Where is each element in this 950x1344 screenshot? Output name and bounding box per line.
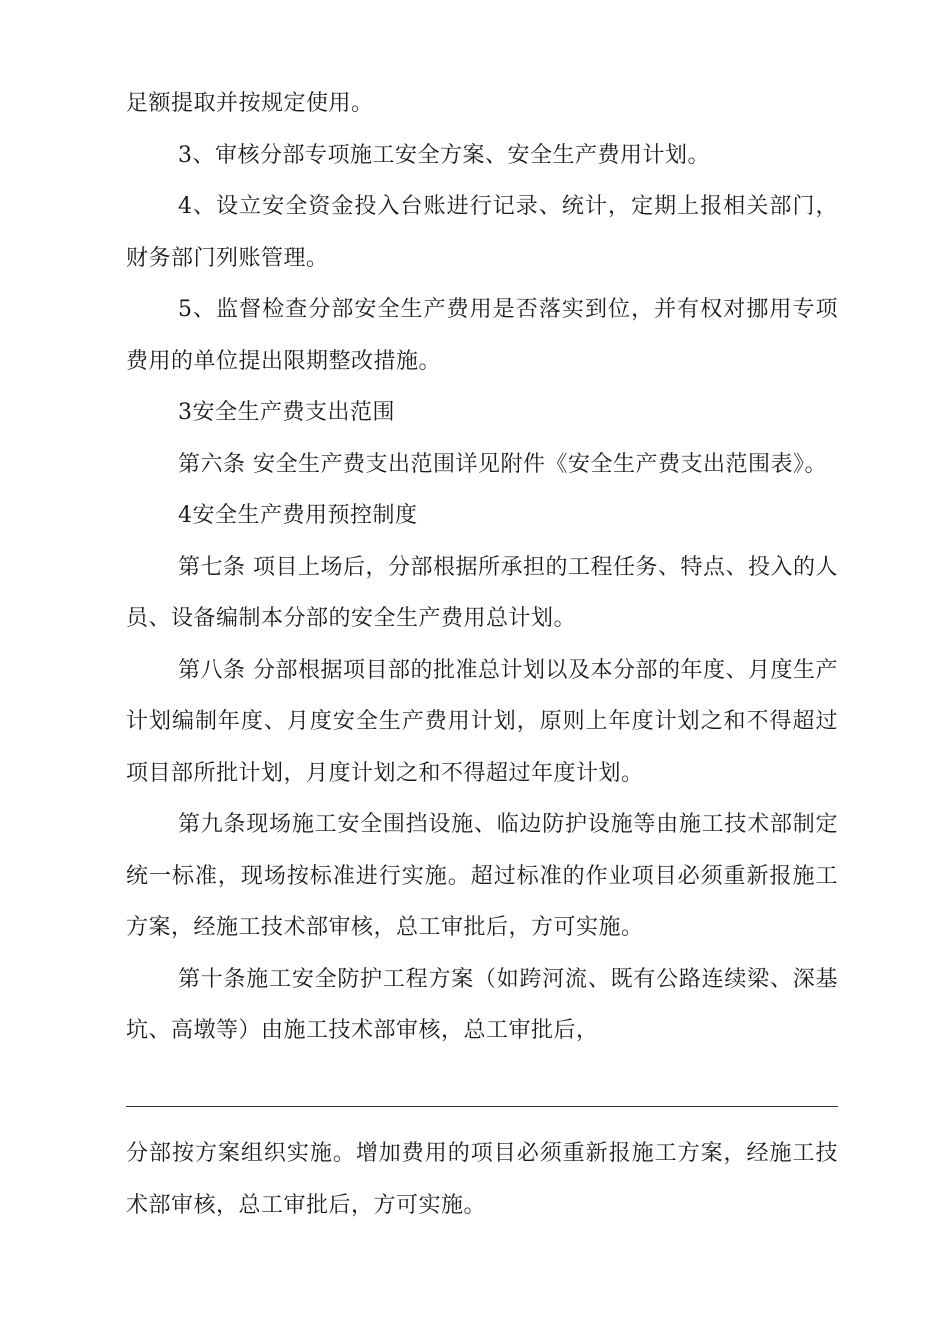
paragraph-item-4: 4、设立安全资金投入台账进行记录、统计，定期上报相关部门，财务部门列账管理。: [126, 194, 838, 271]
section-heading-4: 4安全生产费用预控制度: [178, 503, 418, 528]
article-8: 第八条 分部根据项目部的批准总计划以及本分部的年度、月度生产计划编制年度、月度安全生产费用计划，原则上年度计划之和不得超过项目部所批计划，月度计划之和不得超过年度计划。: [126, 657, 838, 786]
paragraph-continuation: 分部按方案组织实施。增加费用的项目必须重新报施工方案，经施工技术部审核，总工审批后，方可实施。: [126, 1141, 838, 1218]
page-divider: [126, 1106, 838, 1107]
document-body: [126, 78, 838, 1057]
article-9: 第九条现场施工安全围挡设施、临边防护设施等由施工技术部制定统一标准，现场按标准进行实施。超过标准的作业项目必须重新报施工方案，经施工技术部审核，总工审批后，方可实施。: [126, 812, 838, 940]
article-6: 第六条 安全生产费支出范围详见附件《安全生产费支出范围表》。: [178, 451, 827, 477]
paragraph-item-5: 5、监督检查分部安全生产费用是否落实到位，并有权对挪用专项费用的单位提出限期整改措施。: [126, 297, 838, 374]
paragraph-quota-usage: 足额提取并按规定使用。: [126, 91, 374, 116]
section-heading-3: 3安全生产费支出范围: [178, 400, 395, 425]
article-7: 第七条 项目上场后，分部根据所承担的工程任务、特点、投入的人员、设备编制本分部的安全生产费用总计划。: [126, 554, 838, 631]
article-10: 第十条施工安全防护工程方案（如跨河流、既有公路连续梁、深基坑、高墩等）由施工技术部审核，总工审批后，: [126, 966, 838, 1043]
continued-section: [126, 1128, 838, 1231]
paragraph-item-3: 3、审核分部专项施工安全方案、安全生产费用计划。: [178, 142, 710, 168]
